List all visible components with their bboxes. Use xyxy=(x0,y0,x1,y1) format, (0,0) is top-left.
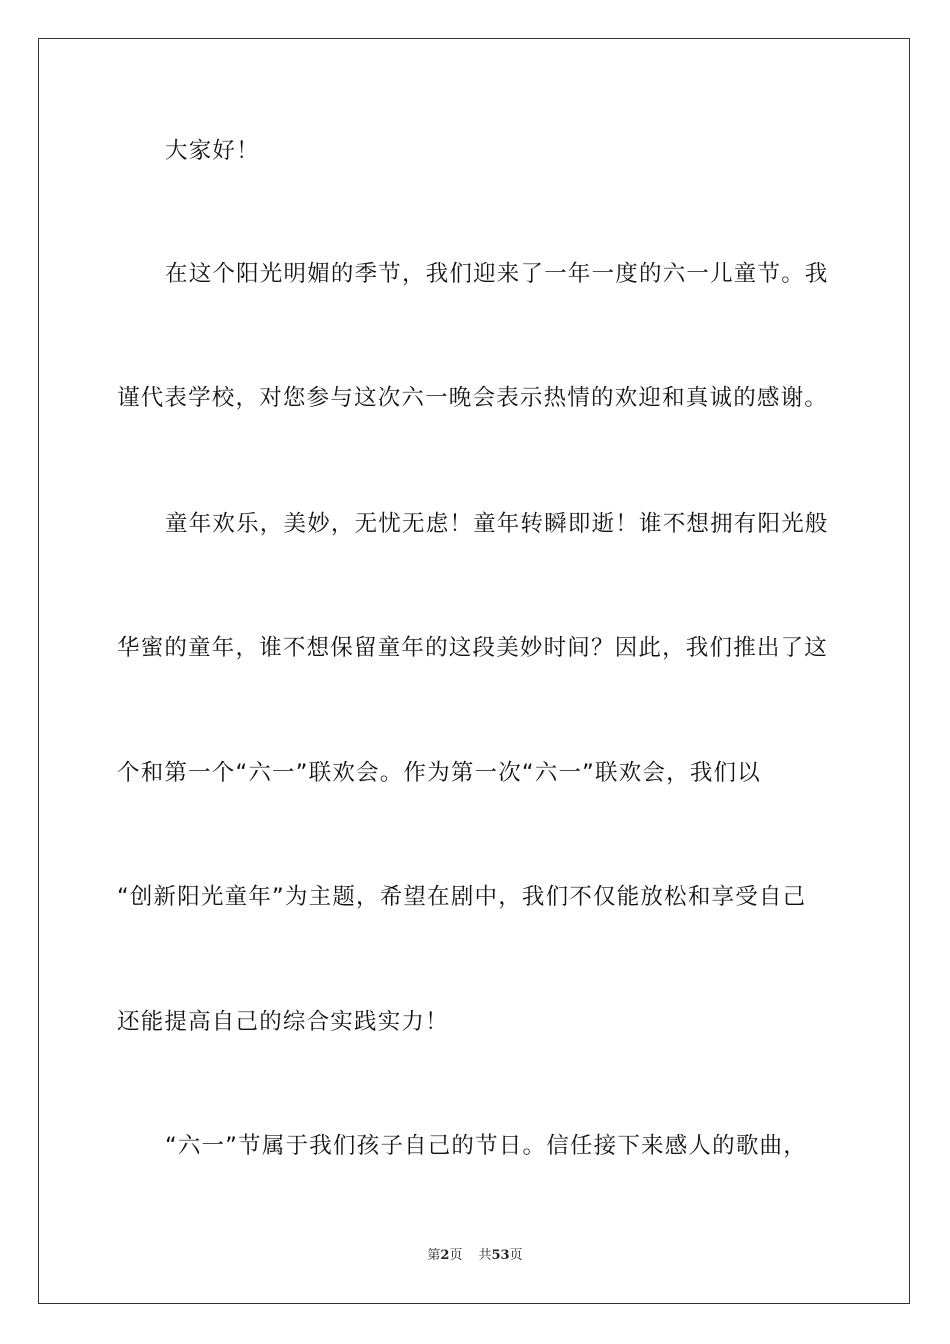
paragraph-1-line-1: 在这个阳光明媚的季节，我们迎来了一年一度的六一儿童节。我 xyxy=(165,261,829,287)
page-suffix: 页 xyxy=(449,1248,463,1263)
total-prefix: 共 xyxy=(478,1248,492,1263)
page-prefix: 第 xyxy=(427,1248,441,1263)
paragraph-2-line-5: 还能提高自己的综合实践实力！ xyxy=(117,1009,449,1035)
page-number: 2 xyxy=(440,1248,450,1263)
paragraph-1-line-2: 谨代表学校，对您参与这次六一晚会表示热情的欢迎和真诚的感谢。 xyxy=(117,385,829,411)
paragraph-2-line-4: “创新阳光童年”为主题，希望在剧中，我们不仅能放松和享受自己 xyxy=(117,884,807,910)
paragraph-2-line-2: 华蜜的童年，谁不想保留童年的这段美妙时间？因此，我们推出了这 xyxy=(117,635,829,661)
paragraph-2-line-1: 童年欢乐，美妙，无忧无虑！童年转瞬即逝！谁不想拥有阳光般 xyxy=(165,511,829,537)
page-border xyxy=(38,38,910,1304)
greeting-line: 大家好！ xyxy=(165,138,260,164)
page-footer xyxy=(0,1247,950,1265)
paragraph-2-line-3: 个和第一个“六一”联欢会。作为第一次“六一”联欢会，我们以 xyxy=(117,760,761,786)
total-pages: 53 xyxy=(491,1248,510,1263)
total-suffix: 页 xyxy=(509,1248,523,1263)
paragraph-3-line-1: “六一”节属于我们孩子自己的节日。信任接下来感人的歌曲， xyxy=(165,1133,807,1159)
